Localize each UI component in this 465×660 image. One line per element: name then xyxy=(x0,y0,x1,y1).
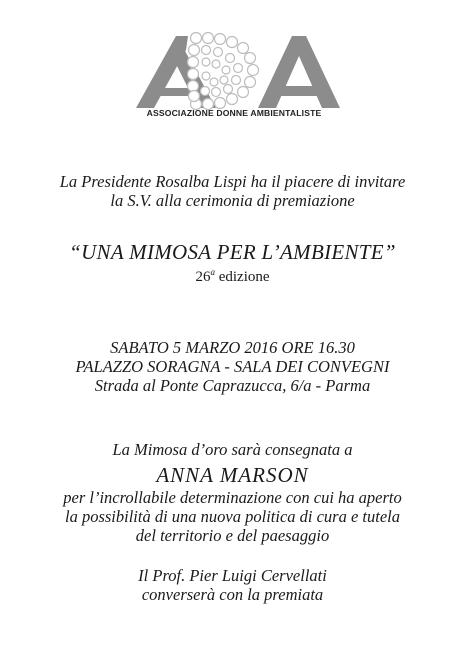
logo-pearls xyxy=(188,33,259,110)
speaker-note xyxy=(0,567,465,605)
motivation-line-1: per l’incrollabile determinazione con cui ha aperto xyxy=(63,488,402,507)
event-details xyxy=(0,339,465,396)
speaker-line-1: Il Prof. Pier Luigi Cervellati xyxy=(138,566,327,585)
edition-number: 26 xyxy=(195,269,211,285)
honoree-name: ANNA MARSON xyxy=(156,463,309,487)
motivation-line-2: la possibilità di una nuova politica di cura e tutela xyxy=(64,506,401,526)
event-address: Strada al Ponte Caprazucca, 6/a - Parma xyxy=(94,375,371,395)
speaker-line-2: converserà con la premiata xyxy=(141,584,324,604)
intro-line-2: la S.V. alla cerimonia di premiazione xyxy=(110,190,355,210)
motivation-line-3: del territorio e del paesaggio xyxy=(135,525,330,545)
edition-label xyxy=(0,267,465,286)
event-title: “UNA MIMOSA PER L’AMBIENTE” xyxy=(69,240,396,264)
award-motivation xyxy=(0,489,465,546)
association-name: ASSOCIAZIONE DONNE AMBIENTALISTE xyxy=(146,108,322,118)
invitation-intro xyxy=(0,173,465,211)
ada-logo-mark xyxy=(118,28,350,110)
event-venue: PALAZZO SORAGNA - SALA DEI CONVEGNI xyxy=(75,356,390,376)
event-datetime: SABATO 5 MARZO 2016 ORE 16.30 xyxy=(110,338,355,357)
ada-logo xyxy=(118,28,350,128)
intro-line-1: La Presidente Rosalba Lispi ha il piacere di invitare xyxy=(59,172,406,191)
award-intro: La Mimosa d’oro sarà consegnata a xyxy=(112,440,353,459)
edition-suffix: a xyxy=(210,267,215,277)
edition-word: edizione xyxy=(214,269,270,285)
